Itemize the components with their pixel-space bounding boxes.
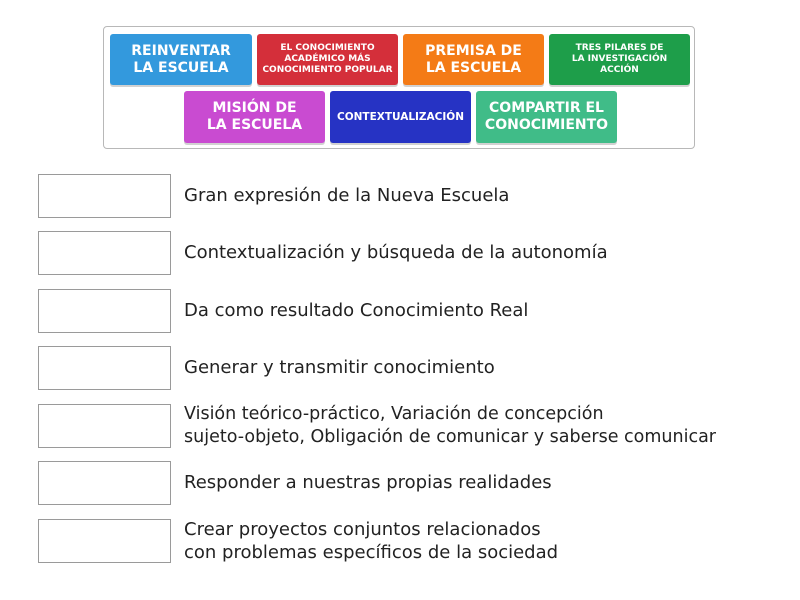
- tile-tres-pilares[interactable]: [549, 34, 690, 85]
- clue-line: Da como resultado Conocimiento Real: [184, 300, 529, 322]
- tile-contextualizacion[interactable]: [330, 91, 471, 143]
- clue-line: con problemas específicos de la sociedad: [184, 542, 559, 563]
- tile-reinventar-la-escuela[interactable]: [110, 34, 252, 85]
- clue-line: Contextualización y búsqueda de la autonomía: [184, 242, 608, 264]
- clue-text: [184, 289, 784, 333]
- tile-premisa-de-la-escuela[interactable]: [403, 34, 544, 85]
- drop-zone[interactable]: [38, 461, 171, 505]
- tile-label: EL CONOCIMIENTO ACADÉMICO MÁS CONOCIMIENTO POPULAR: [262, 43, 393, 75]
- tile-bank: [103, 26, 695, 149]
- drop-zone[interactable]: [38, 289, 171, 333]
- clue-line: Responder a nuestras propias realidades: [184, 472, 552, 494]
- tile-label: COMPARTIR EL CONOCIMIENTO: [484, 100, 609, 133]
- drop-zone[interactable]: [38, 346, 171, 390]
- clue-text: [184, 519, 784, 563]
- clue-line: Visión teórico-práctico, Variación de concepción: [184, 404, 604, 425]
- tile-label: CONTEXTUALIZACIÓN: [336, 110, 464, 123]
- clue-line: Gran expresión de la Nueva Escuela: [184, 185, 510, 207]
- drop-zone[interactable]: [38, 404, 171, 448]
- clue-text: [184, 461, 784, 505]
- clue-text: [184, 346, 784, 390]
- tile-compartir-el-conocimiento[interactable]: [476, 91, 617, 143]
- drop-zone[interactable]: [38, 174, 171, 218]
- clue-line: sujeto-objeto, Obligación de comunicar y saberse comunicar: [184, 427, 716, 447]
- tile-label: TRES PILARES DE LA INVESTIGACIÓN ACCIÓN: [571, 43, 668, 75]
- clue-text: [184, 174, 784, 218]
- drop-zone[interactable]: [38, 231, 171, 275]
- tile-mision-de-la-escuela[interactable]: [184, 91, 325, 143]
- tile-label: PREMISA DE LA ESCUELA: [425, 42, 522, 76]
- clue-text: [184, 231, 784, 275]
- tile-label: REINVENTAR LA ESCUELA: [131, 42, 231, 76]
- clue-line: Crear proyectos conjuntos relacionados: [184, 518, 541, 540]
- tile-conocimiento-academico[interactable]: [257, 34, 398, 85]
- drop-zone[interactable]: [38, 519, 171, 563]
- clue-text: [184, 404, 784, 448]
- tile-label: MISIÓN DE LA ESCUELA: [206, 100, 303, 133]
- clue-line: Generar y transmitir conocimiento: [184, 357, 495, 379]
